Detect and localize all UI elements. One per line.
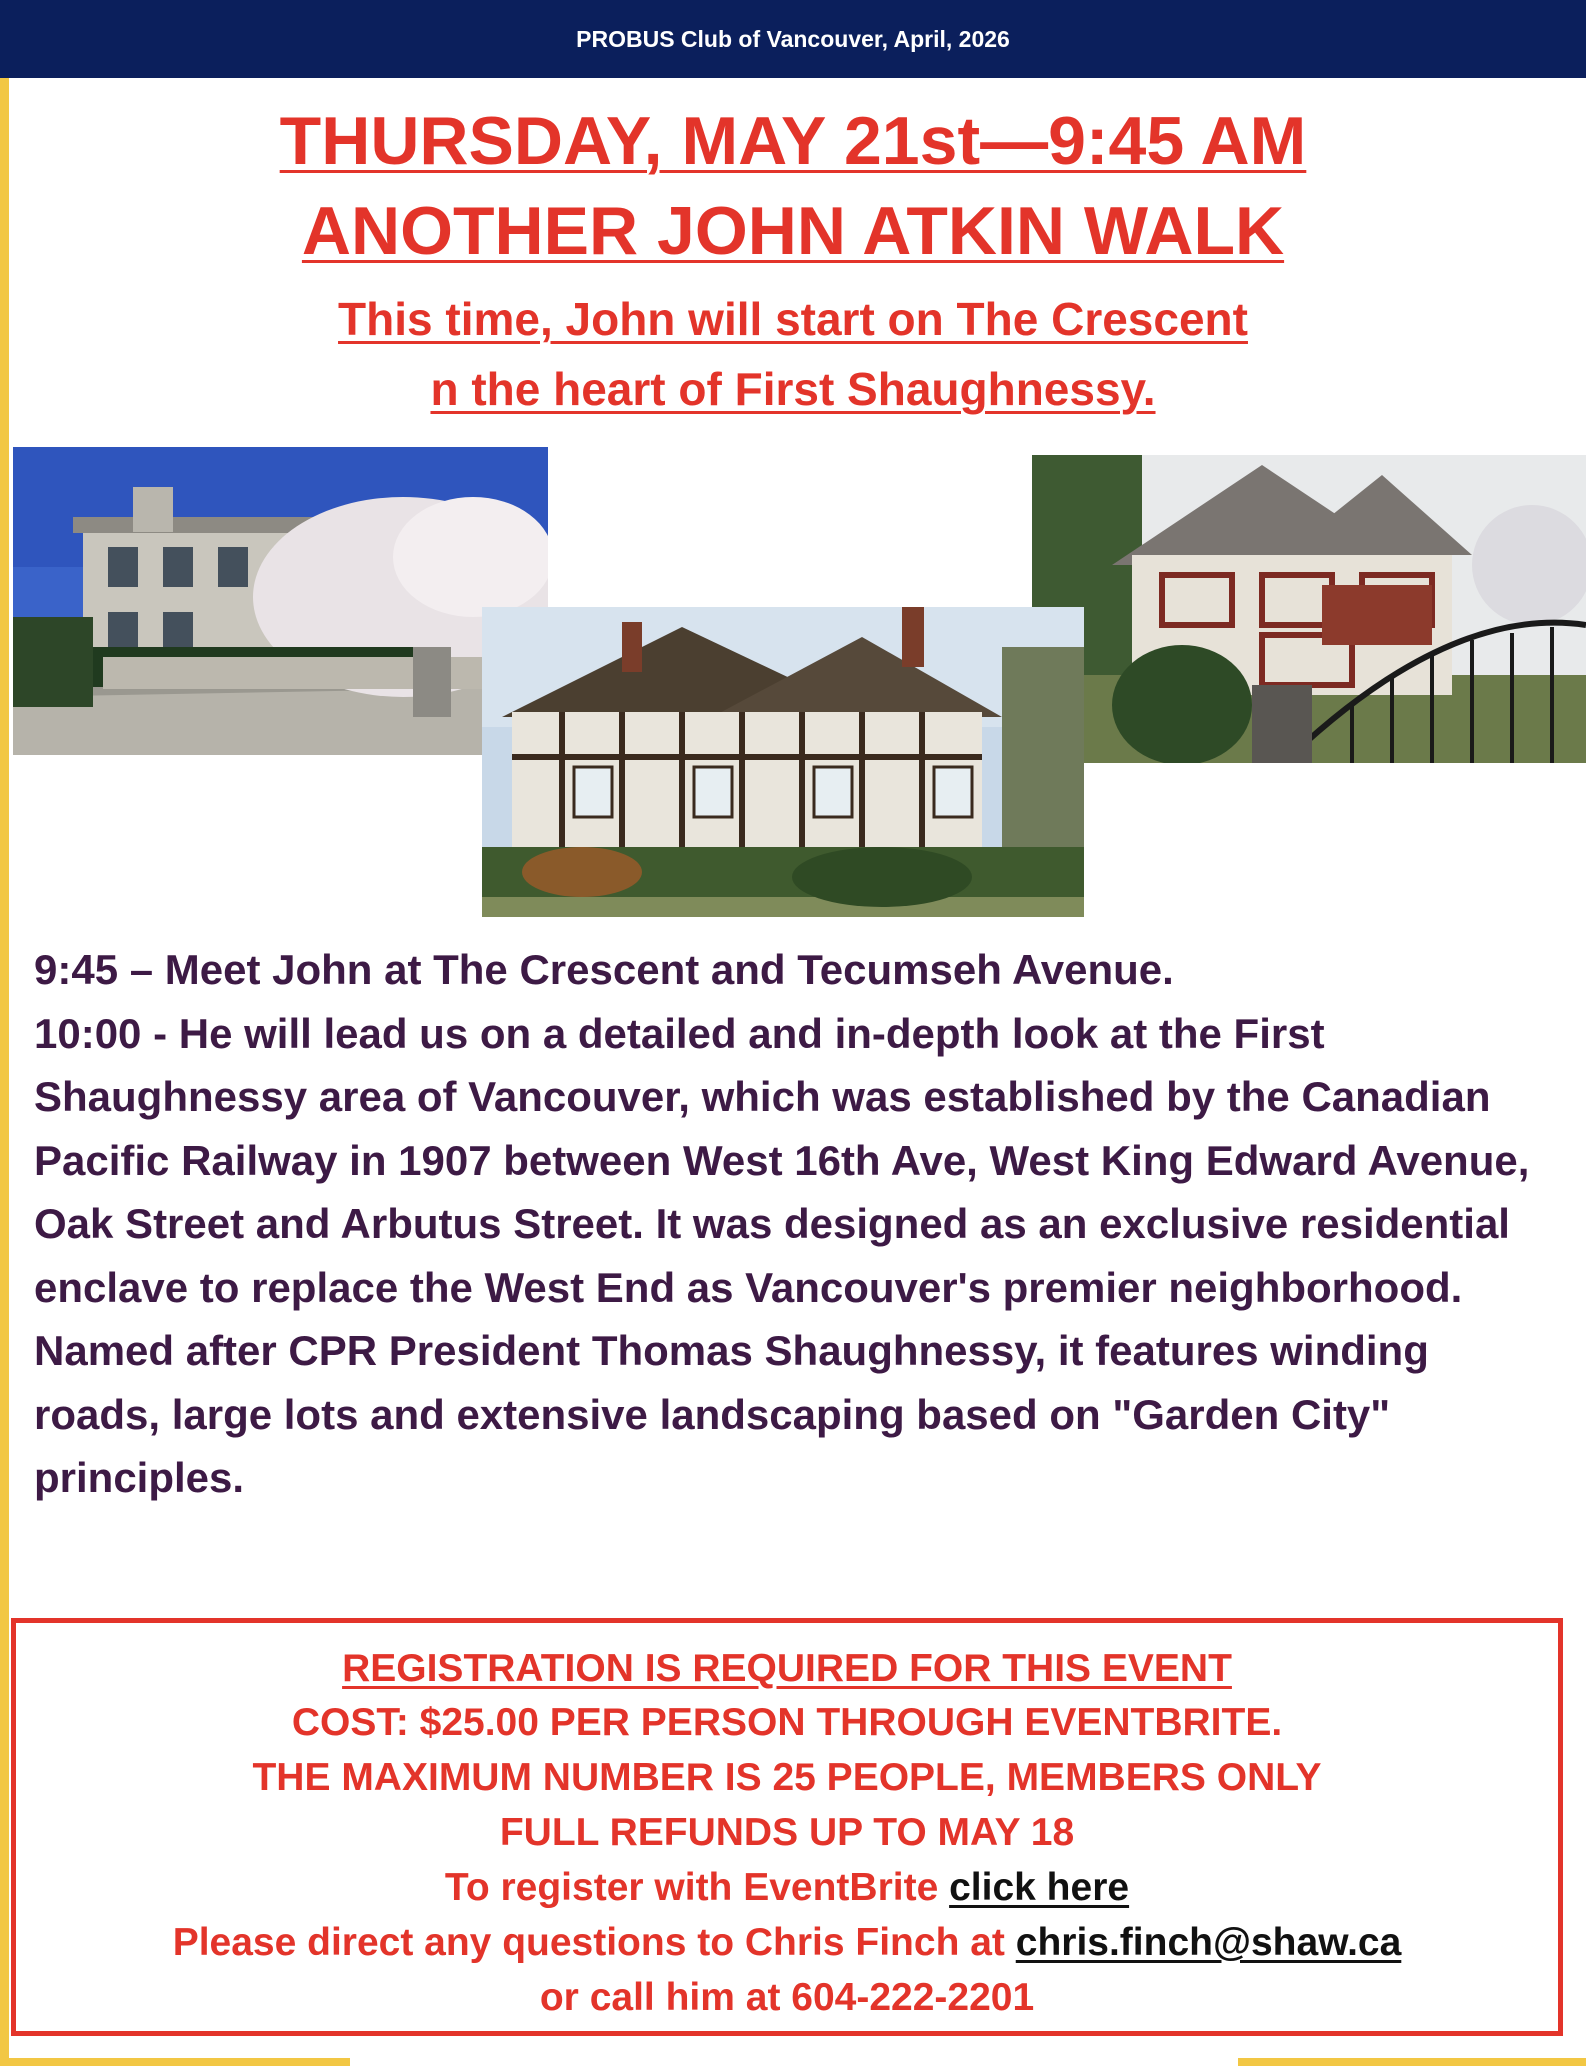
walk-details: 10:00 - He will lead us on a detailed and in-depth look at the First Shaughnessy area of Vancouver, which was established by the Canadian Pacific Railway in 1907 between West 16th Ave, West King Edward Avenue, Oak Street and Arbutus Street. It was designed as an exclusive residential enclave to replace the West End as Vancouver's premier neighborhood. Named after CPR President Thomas Shaughnessy, it features winding roads, large lots and extensive landscaping based on "Garden City" principles. (34, 1009, 1530, 1501)
header-text: PROBUS Club of Vancouver, April, 2026 (576, 26, 1010, 52)
event-description (34, 938, 1564, 1510)
header-bar (0, 0, 1586, 78)
cost-line: COST: $25.00 PER PERSON THROUGH EVENTBRITE. (291, 1701, 1283, 1744)
event-date-title: THURSDAY, MAY 21st—9:45 AM (279, 103, 1307, 179)
refund-line: FULL REFUNDS UP TO MAY 18 (499, 1811, 1075, 1854)
house-photo-2 (482, 607, 1084, 917)
house-photo-3 (1032, 455, 1586, 763)
bottom-accent-left (0, 2058, 350, 2066)
house-photo-1 (13, 447, 548, 755)
event-name-title: ANOTHER JOHN ATKIN WALK (301, 193, 1285, 269)
register-line (16, 1866, 1558, 1910)
phone-line: or call him at 604-222-2201 (539, 1976, 1035, 2019)
questions-line (16, 1921, 1558, 1965)
bottom-accent-right (1238, 2058, 1586, 2066)
max-number-line: THE MAXIMUM NUMBER IS 25 PEOPLE, MEMBERS ONLY (252, 1756, 1322, 1799)
eventbrite-link[interactable]: click here (949, 1866, 1130, 1909)
registration-box (11, 1618, 1563, 2036)
event-subtitle-2: n the heart of First Shaughnessy. (430, 363, 1156, 415)
registration-required: REGISTRATION IS REQUIRED FOR THIS EVENT (342, 1647, 1232, 1690)
event-subtitle-1: This time, John will start on The Crescent (338, 293, 1248, 345)
email-link[interactable]: chris.finch@shaw.ca (1015, 1921, 1402, 1964)
register-prefix: To register with EventBrite (444, 1866, 950, 1909)
meeting-info: 9:45 – Meet John at The Crescent and Tecumseh Avenue. (34, 946, 1174, 993)
questions-prefix: Please direct any questions to Chris Finch at (172, 1921, 1016, 1964)
